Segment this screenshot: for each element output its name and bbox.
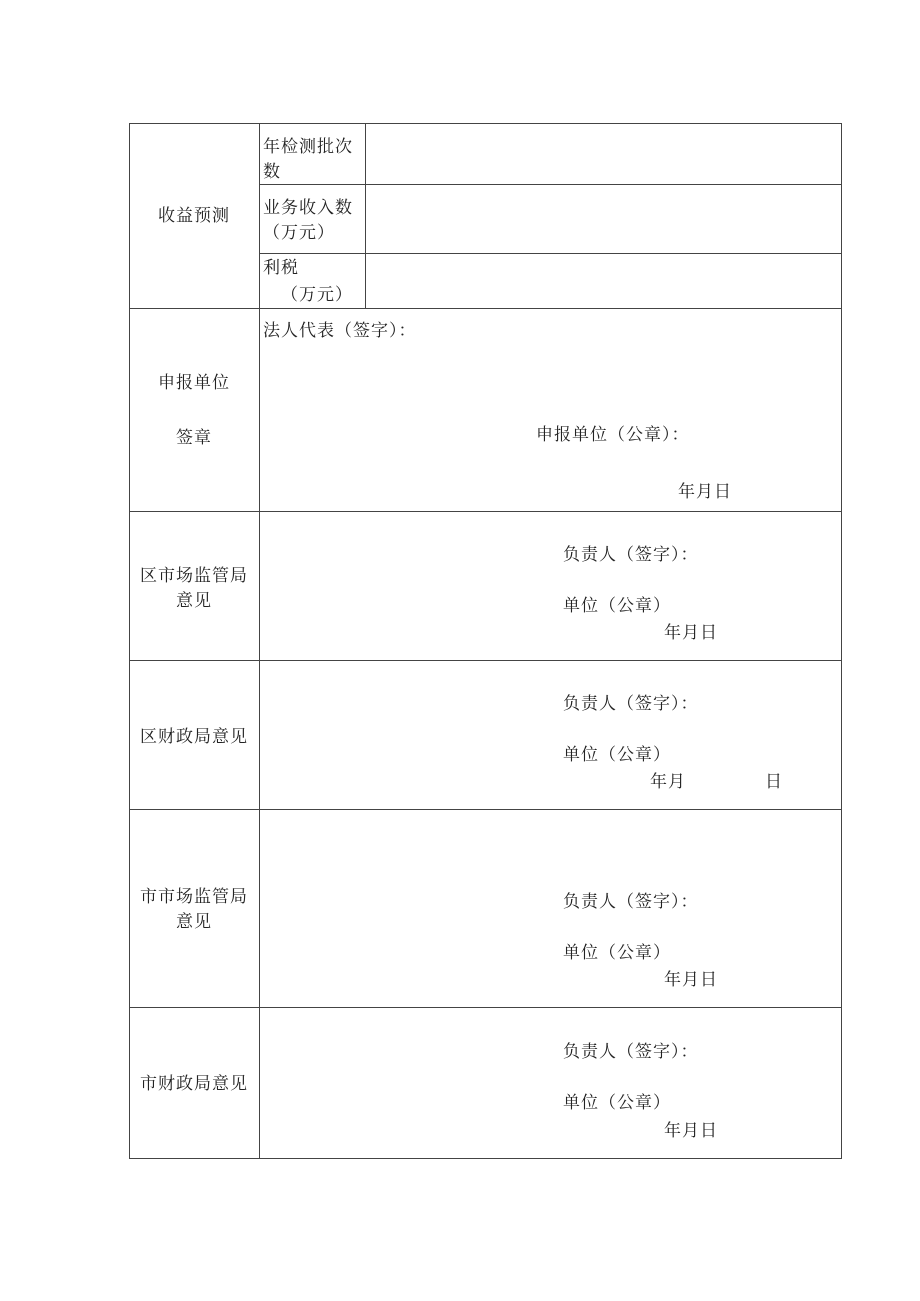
- revenue-row-divider: [259, 253, 842, 254]
- district-finance-unit: 单位（公章）: [563, 745, 671, 765]
- business-income-value[interactable]: [372, 207, 832, 237]
- revenue-forecast-label: 收益预测: [158, 206, 230, 226]
- business-income-label: 业务收入数: [263, 198, 353, 218]
- district-market-label: 区市场监管局: [140, 566, 248, 586]
- batch-count-label: 年检测批次: [263, 137, 353, 157]
- district-market-person: 负责人（签字）：: [563, 545, 699, 565]
- city-market-date: 年月日: [664, 970, 718, 990]
- city-market-unit: 单位（公章）: [563, 943, 671, 963]
- district-finance-date-d: 日: [765, 772, 783, 792]
- applicant-label-2: 签章: [176, 428, 212, 448]
- batch-count-label-2: 数: [263, 162, 281, 182]
- district-finance-person: 负责人（签字）：: [563, 694, 699, 714]
- profit-tax-value[interactable]: [372, 268, 832, 298]
- section-divider: [129, 660, 842, 661]
- applicant-date: 年月日: [678, 482, 732, 502]
- revenue-row-divider: [259, 184, 842, 185]
- applicant-label: 申报单位: [158, 373, 230, 393]
- profit-tax-label-2: （万元）: [281, 285, 353, 305]
- section-divider: [129, 809, 842, 810]
- legal-representative-signature: 法人代表（签字）：: [263, 321, 417, 341]
- city-finance-label: 市财政局意见: [140, 1074, 248, 1094]
- city-market-label-2: 意见: [176, 912, 212, 932]
- district-market-date: 年月日: [664, 623, 718, 643]
- district-market-unit: 单位（公章）: [563, 596, 671, 616]
- label-column-divider: [259, 123, 260, 1159]
- city-finance-person: 负责人（签字）：: [563, 1042, 699, 1062]
- city-finance-date: 年月日: [664, 1121, 718, 1141]
- profit-tax-label: 利税: [263, 258, 299, 278]
- district-market-label-2: 意见: [176, 591, 212, 611]
- district-finance-label: 区财政局意见: [140, 727, 248, 747]
- city-market-person: 负责人（签字）：: [563, 892, 699, 912]
- applicant-unit-seal: 申报单位（公章）：: [536, 425, 690, 445]
- section-divider: [129, 308, 842, 309]
- section-divider: [129, 511, 842, 512]
- district-finance-date-ym: 年月: [650, 772, 686, 792]
- revenue-value-divider: [365, 123, 366, 308]
- city-finance-unit: 单位（公章）: [563, 1093, 671, 1113]
- city-market-label: 市市场监管局: [140, 887, 248, 907]
- section-divider: [129, 1007, 842, 1008]
- business-income-label-2: （万元）: [263, 223, 335, 243]
- batch-count-value[interactable]: [372, 143, 832, 173]
